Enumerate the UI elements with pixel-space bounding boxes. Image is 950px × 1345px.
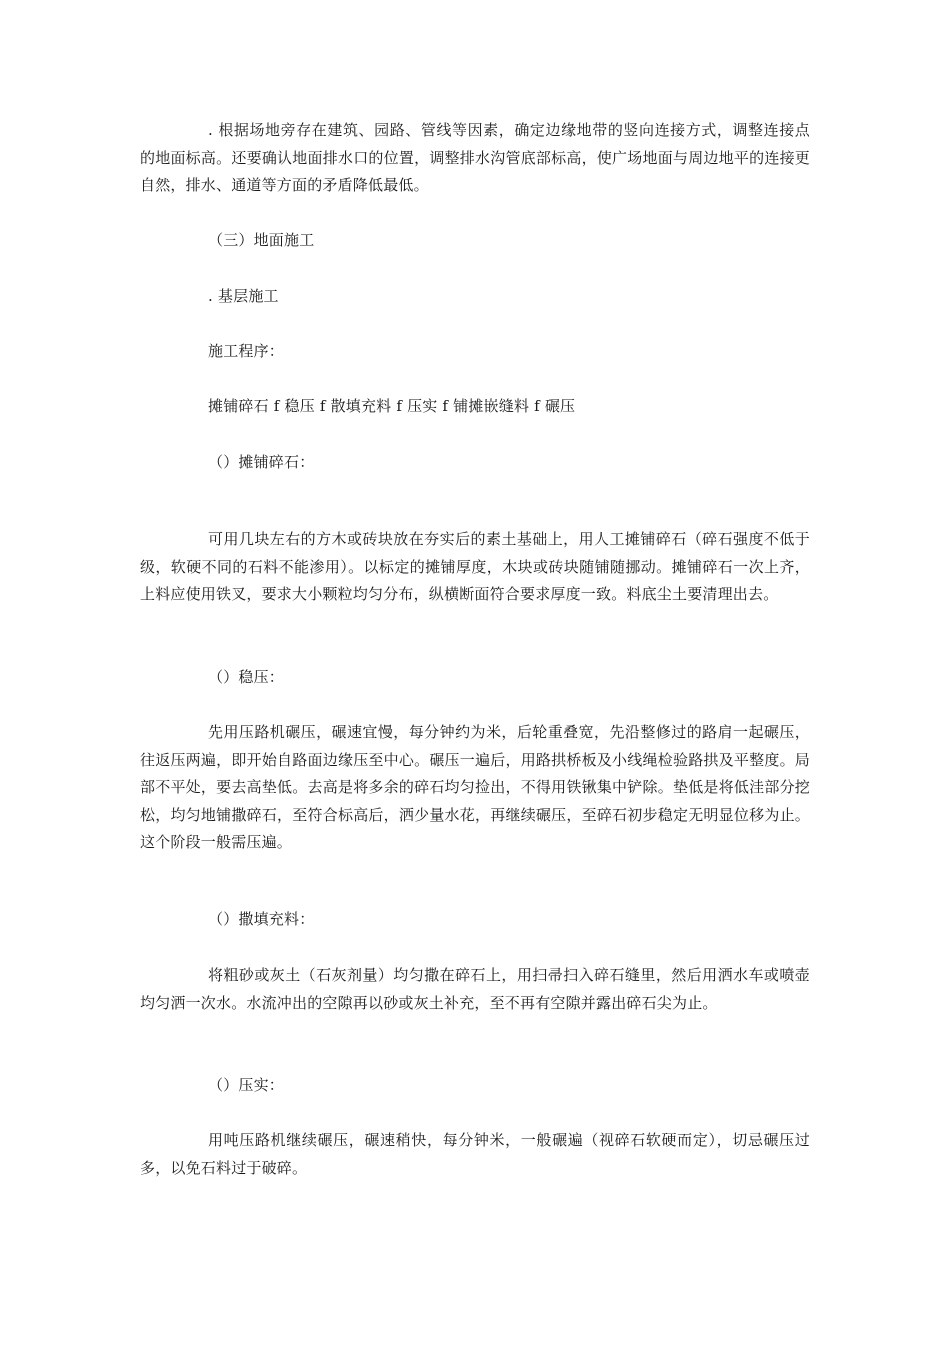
step-heading-stabilize: （）稳压：	[208, 668, 285, 686]
section-heading-ground-construction: （三）地面施工	[208, 231, 315, 249]
step-heading-compaction: （）压实：	[208, 1076, 285, 1094]
procedure-steps: 摊铺碎石 f 稳压 f 散填充料 f 压实 f 铺摊嵌缝料 f 碾压	[208, 397, 576, 415]
paragraph-stabilize: 先用压路机碾压，碾速宜慢，每分钟约为米，后轮重叠宽，先沿整修过的路肩一起碾压，往返压两遍，即开始自路面边缘压至中心。碾压一遍后，用路拱桥板及小线绳检验路拱及平整度。局部不平处，要去高垫低。去高是将多余的碎石均匀捡出，不得用铁锹集中铲除。垫低是将低洼部分挖松，均匀地铺撒碎石，至符合标高后，洒少量水花，再继续碾压，至碎石初步稳定无明显位移为止。这个阶段一般需压遍。	[140, 723, 810, 851]
paragraph-spread-gravel: 可用几块左右的方木或砖块放在夯实后的素土基础上，用人工摊铺碎石（碎石强度不低于级，软硬不同的石料不能渗用）。以标定的摊铺厚度，木块或砖块随铺随挪动。摊铺碎石一次上齐，上料应使用铁叉，要求大小颗粒均匀分布，纵横断面符合要求厚度一致。料底尘土要清理出去。	[140, 530, 810, 603]
subheading-base-construction: . 基层施工	[208, 287, 279, 305]
paragraph-vertical-connection: . 根据场地旁存在建筑、园路、管线等因素，确定边缘地带的竖向连接方式，调整连接点的地面标高。还要确认地面排水口的位置，调整排水沟管底部标高，使广场地面与周边地平的连接更自然，排水、通道等方面的矛盾降低最低。	[140, 121, 810, 194]
paragraph-compaction: 用吨压路机继续碾压，碾速稍快，每分钟米，一般碾遍（视碎石软硬而定），切忌碾压过多，以免石料过于破碎。	[140, 1131, 810, 1177]
label-construction-procedure: 施工程序：	[208, 342, 285, 360]
step-heading-spread-gravel: （）摊铺碎石：	[208, 453, 315, 471]
step-heading-fill-material: （）撒填充料：	[208, 910, 315, 928]
paragraph-fill-material: 将粗砂或灰土（石灰剂量）均匀撒在碎石上，用扫帚扫入碎石缝里，然后用洒水车或喷壶均匀洒一次水。水流冲出的空隙再以砂或灰土补充，至不再有空隙并露出碎石尖为止。	[140, 966, 810, 1012]
